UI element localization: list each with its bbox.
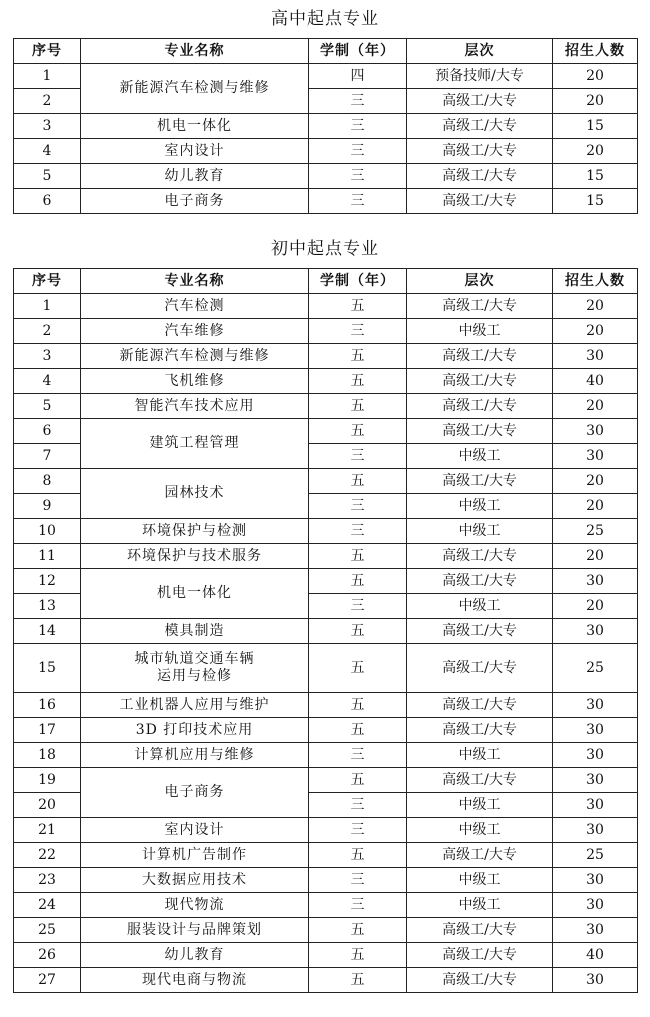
enrollment-count: 20 [553, 64, 638, 89]
row-number: 11 [14, 544, 81, 569]
table-row [14, 419, 638, 444]
row-number: 4 [14, 139, 81, 164]
study-years: 三 [309, 139, 407, 164]
row-number: 3 [14, 114, 81, 139]
enrollment-count: 40 [553, 369, 638, 394]
major-name: 汽车维修 [81, 319, 309, 344]
education-level: 中级工 [407, 743, 553, 768]
document [13, 0, 637, 993]
major-name: 现代物流 [81, 893, 309, 918]
education-level: 高级工/大专 [407, 718, 553, 743]
header-years: 学制（年） [309, 269, 407, 294]
row-number: 7 [14, 444, 81, 469]
row-number: 1 [14, 64, 81, 89]
major-name: 机电一体化 [81, 569, 309, 619]
table-row [14, 294, 638, 319]
education-level: 中级工 [407, 594, 553, 619]
header-level: 层次 [407, 39, 553, 64]
row-number: 12 [14, 569, 81, 594]
study-years: 五 [309, 419, 407, 444]
table-row [14, 918, 638, 943]
row-number: 19 [14, 768, 81, 793]
enrollment-count: 20 [553, 494, 638, 519]
table-body [14, 64, 638, 214]
section-title-high-school: 高中起点专业 [271, 9, 379, 29]
study-years: 五 [309, 394, 407, 419]
study-years: 三 [309, 868, 407, 893]
education-level: 高级工/大专 [407, 469, 553, 494]
enrollment-count: 25 [553, 644, 638, 693]
row-number: 10 [14, 519, 81, 544]
education-level: 高级工/大专 [407, 344, 553, 369]
education-level: 中级工 [407, 319, 553, 344]
enrollment-count: 25 [553, 519, 638, 544]
row-number: 2 [14, 89, 81, 114]
major-name: 模具制造 [81, 619, 309, 644]
table-row [14, 893, 638, 918]
study-years: 三 [309, 594, 407, 619]
major-name: 大数据应用技术 [81, 868, 309, 893]
education-level: 高级工/大专 [407, 114, 553, 139]
row-number: 2 [14, 319, 81, 344]
header-no: 序号 [14, 39, 81, 64]
header-row [14, 39, 638, 64]
enrollment-count: 30 [553, 818, 638, 843]
study-years: 三 [309, 519, 407, 544]
education-level: 高级工/大专 [407, 843, 553, 868]
major-name: 智能汽车技术应用 [81, 394, 309, 419]
row-number: 6 [14, 189, 81, 214]
major-name: 服装设计与品牌策划 [81, 918, 309, 943]
education-level: 高级工/大专 [407, 89, 553, 114]
enrollment-count: 30 [553, 619, 638, 644]
table-row [14, 469, 638, 494]
enrollment-count: 20 [553, 89, 638, 114]
enrollment-count: 20 [553, 594, 638, 619]
major-name: 汽车检测 [81, 294, 309, 319]
study-years: 五 [309, 968, 407, 993]
row-number: 9 [14, 494, 81, 519]
enrollment-count: 15 [553, 114, 638, 139]
row-number: 25 [14, 918, 81, 943]
enrollment-count: 20 [553, 319, 638, 344]
study-years: 三 [309, 793, 407, 818]
major-name: 3D 打印技术应用 [81, 718, 309, 743]
major-name: 建筑工程管理 [81, 419, 309, 469]
table-row [14, 369, 638, 394]
study-years: 五 [309, 619, 407, 644]
study-years: 五 [309, 369, 407, 394]
enrollment-count: 30 [553, 743, 638, 768]
majors-table-high-school [13, 38, 638, 214]
study-years: 三 [309, 164, 407, 189]
table-row [14, 619, 638, 644]
major-name: 机电一体化 [81, 114, 309, 139]
row-number: 14 [14, 619, 81, 644]
enrollment-count: 30 [553, 693, 638, 718]
education-level: 高级工/大专 [407, 943, 553, 968]
header-count: 招生人数 [553, 39, 638, 64]
header-name: 专业名称 [81, 39, 309, 64]
enrollment-count: 15 [553, 164, 638, 189]
table-row [14, 768, 638, 793]
education-level: 高级工/大专 [407, 164, 553, 189]
section-title-junior-high: 初中起点专业 [271, 239, 379, 259]
table-row [14, 164, 638, 189]
enrollment-count: 40 [553, 943, 638, 968]
major-name: 工业机器人应用与维护 [81, 693, 309, 718]
row-number: 8 [14, 469, 81, 494]
education-level: 预备技师/大专 [407, 64, 553, 89]
education-level: 高级工/大专 [407, 569, 553, 594]
table-row [14, 644, 638, 693]
study-years: 三 [309, 893, 407, 918]
study-years: 三 [309, 743, 407, 768]
row-number: 24 [14, 893, 81, 918]
header-count: 招生人数 [553, 269, 638, 294]
major-name: 飞机维修 [81, 369, 309, 394]
study-years: 三 [309, 494, 407, 519]
education-level: 高级工/大专 [407, 419, 553, 444]
row-number: 20 [14, 793, 81, 818]
major-name: 电子商务 [81, 189, 309, 214]
study-years: 三 [309, 89, 407, 114]
major-name: 新能源汽车检测与维修 [81, 64, 309, 114]
study-years: 三 [309, 818, 407, 843]
row-number: 4 [14, 369, 81, 394]
header-row [14, 269, 638, 294]
education-level: 中级工 [407, 519, 553, 544]
education-level: 中级工 [407, 444, 553, 469]
table-row [14, 519, 638, 544]
row-number: 6 [14, 419, 81, 444]
major-name: 室内设计 [81, 139, 309, 164]
table-row [14, 64, 638, 89]
row-number: 16 [14, 693, 81, 718]
education-level: 高级工/大专 [407, 968, 553, 993]
major-name: 电子商务 [81, 768, 309, 818]
education-level: 高级工/大专 [407, 918, 553, 943]
enrollment-count: 30 [553, 768, 638, 793]
table-row [14, 718, 638, 743]
education-level: 高级工/大专 [407, 189, 553, 214]
enrollment-count: 25 [553, 843, 638, 868]
study-years: 三 [309, 319, 407, 344]
education-level: 高级工/大专 [407, 644, 553, 693]
table-row [14, 394, 638, 419]
table-row [14, 818, 638, 843]
enrollment-count: 30 [553, 918, 638, 943]
enrollment-count: 30 [553, 968, 638, 993]
enrollment-count: 15 [553, 189, 638, 214]
study-years: 五 [309, 294, 407, 319]
row-number: 13 [14, 594, 81, 619]
education-level: 高级工/大专 [407, 294, 553, 319]
table-row [14, 189, 638, 214]
study-years: 三 [309, 114, 407, 139]
major-name: 计算机应用与维修 [81, 743, 309, 768]
header-level: 层次 [407, 269, 553, 294]
education-level: 中级工 [407, 793, 553, 818]
table-row [14, 344, 638, 369]
row-number: 26 [14, 943, 81, 968]
major-name: 新能源汽车检测与维修 [81, 344, 309, 369]
row-number: 17 [14, 718, 81, 743]
table-row [14, 569, 638, 594]
education-level: 高级工/大专 [407, 544, 553, 569]
header-years: 学制（年） [309, 39, 407, 64]
study-years: 五 [309, 569, 407, 594]
enrollment-count: 20 [553, 139, 638, 164]
education-level: 高级工/大专 [407, 394, 553, 419]
row-number: 21 [14, 818, 81, 843]
table-row [14, 114, 638, 139]
study-years: 五 [309, 718, 407, 743]
education-level: 高级工/大专 [407, 693, 553, 718]
enrollment-count: 30 [553, 419, 638, 444]
study-years: 三 [309, 189, 407, 214]
major-name: 室内设计 [81, 818, 309, 843]
education-level: 高级工/大专 [407, 369, 553, 394]
major-name: 幼儿教育 [81, 943, 309, 968]
row-number: 18 [14, 743, 81, 768]
study-years: 五 [309, 943, 407, 968]
header-no: 序号 [14, 269, 81, 294]
education-level: 高级工/大专 [407, 139, 553, 164]
table-row [14, 544, 638, 569]
row-number: 1 [14, 294, 81, 319]
table-body [14, 294, 638, 993]
enrollment-count: 20 [553, 394, 638, 419]
study-years: 五 [309, 768, 407, 793]
row-number: 27 [14, 968, 81, 993]
row-number: 15 [14, 644, 81, 693]
study-years: 四 [309, 64, 407, 89]
study-years: 五 [309, 843, 407, 868]
enrollment-count: 20 [553, 294, 638, 319]
major-name: 现代电商与物流 [81, 968, 309, 993]
table-row [14, 743, 638, 768]
row-number: 5 [14, 164, 81, 189]
education-level: 中级工 [407, 818, 553, 843]
header-name: 专业名称 [81, 269, 309, 294]
education-level: 中级工 [407, 494, 553, 519]
education-level: 中级工 [407, 868, 553, 893]
table-row [14, 319, 638, 344]
row-number: 3 [14, 344, 81, 369]
study-years: 五 [309, 344, 407, 369]
education-level: 高级工/大专 [407, 619, 553, 644]
education-level: 高级工/大专 [407, 768, 553, 793]
enrollment-count: 30 [553, 718, 638, 743]
table-row [14, 139, 638, 164]
table-row [14, 943, 638, 968]
table-row [14, 843, 638, 868]
row-number: 5 [14, 394, 81, 419]
row-number: 22 [14, 843, 81, 868]
study-years: 五 [309, 644, 407, 693]
education-level: 中级工 [407, 893, 553, 918]
enrollment-count: 30 [553, 793, 638, 818]
table-row [14, 868, 638, 893]
study-years: 五 [309, 544, 407, 569]
majors-table-junior-high [13, 268, 638, 993]
enrollment-count: 20 [553, 469, 638, 494]
major-name: 城市轨道交通车辆 运用与检修 [81, 644, 309, 693]
enrollment-count: 30 [553, 344, 638, 369]
enrollment-count: 20 [553, 544, 638, 569]
major-name: 环境保护与技术服务 [81, 544, 309, 569]
table-row [14, 968, 638, 993]
major-name: 环境保护与检测 [81, 519, 309, 544]
study-years: 五 [309, 469, 407, 494]
major-name: 幼儿教育 [81, 164, 309, 189]
table-row [14, 693, 638, 718]
enrollment-count: 30 [553, 444, 638, 469]
enrollment-count: 30 [553, 893, 638, 918]
enrollment-count: 30 [553, 569, 638, 594]
major-name: 园林技术 [81, 469, 309, 519]
major-name: 计算机广告制作 [81, 843, 309, 868]
study-years: 五 [309, 918, 407, 943]
row-number: 23 [14, 868, 81, 893]
enrollment-count: 30 [553, 868, 638, 893]
study-years: 五 [309, 693, 407, 718]
study-years: 三 [309, 444, 407, 469]
